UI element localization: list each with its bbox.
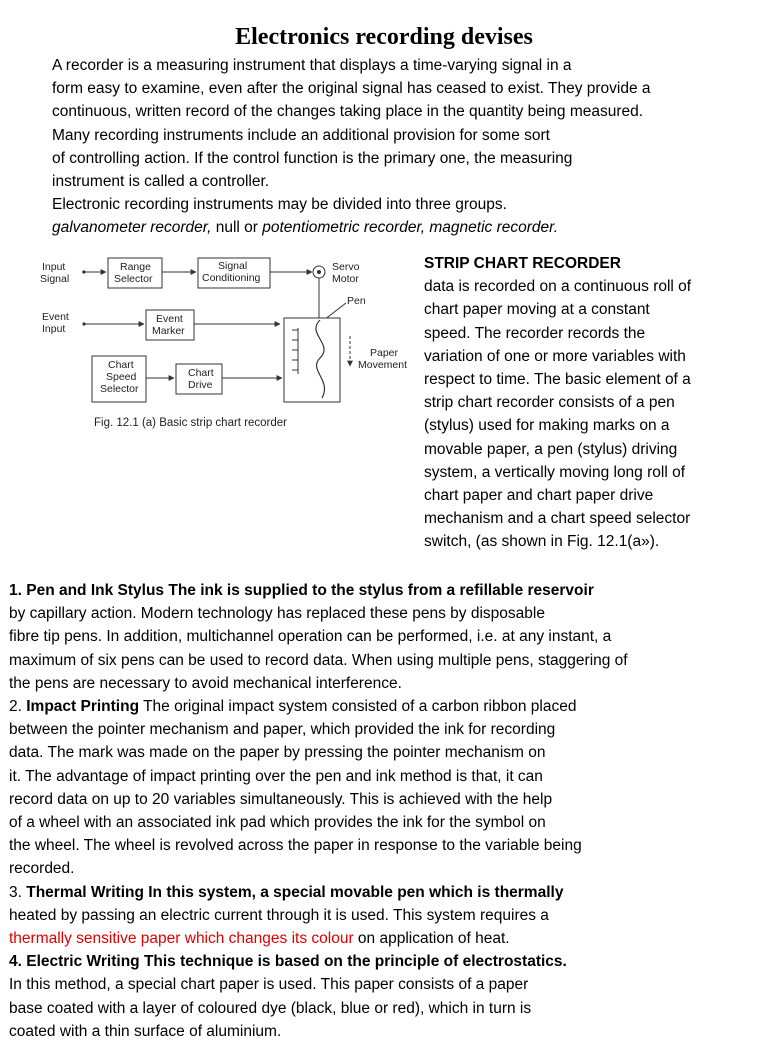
intro-line: continuous, written record of the changes taking place in the quantity being measured.: [52, 103, 644, 121]
impact-heading-line: [9, 695, 761, 718]
event-input-label: Event: [42, 311, 69, 323]
strip-chart-line: chart paper moving at a constant: [424, 301, 650, 319]
intro-line: Many recording instruments include an additional provision for some sort: [52, 126, 550, 144]
thermal-line: heated by passing an electric current through it is used. This system requires a: [9, 906, 549, 924]
recording-methods: [9, 579, 761, 1043]
thermal-heading-line: [9, 881, 761, 904]
strip-chart-line: switch, (as shown in Fig. 12.1(a»).: [424, 533, 660, 551]
electric-line: In this method, a special chart paper is used. This paper consists of a paper: [9, 976, 529, 994]
range-selector-label: Range: [120, 261, 151, 273]
pen-ink-line: by capillary action. Modern technology has replaced these pens by disposable: [9, 605, 545, 623]
strip-chart-line: (stylus) used for making marks on a: [424, 417, 670, 435]
strip-chart-line: variation of one or more variables with: [424, 347, 686, 365]
strip-chart-line: strip chart recorder consists of a pen: [424, 394, 675, 412]
impact-printing-title: Impact Printing: [26, 698, 140, 716]
chart-drive-label: Drive: [188, 379, 213, 391]
input-signal-label: Input: [42, 261, 66, 273]
electric-line: base coated with a layer of coloured dye (black, blue or red), which in turn is: [9, 999, 532, 1017]
chart-speed-selector-label: Speed: [106, 371, 137, 383]
chart-speed-selector-label: Chart: [108, 359, 134, 371]
impact-line: of a wheel with an associated ink pad which provides the ink for the symbol on: [9, 814, 546, 832]
null-or-text: null or: [211, 219, 263, 237]
figure-caption: Fig. 12.1 (a) Basic strip chart recorder: [94, 417, 288, 429]
input-signal-label: Signal: [40, 273, 70, 285]
electric-line: coated with a thin surface of aluminium.: [9, 1022, 282, 1040]
impact-line: record data on up to 20 variables simultaneously. This is achieved with the help: [9, 790, 553, 808]
thermal-paper-highlight: thermally sensitive paper which changes its colour: [9, 930, 354, 948]
event-input-label: Input: [42, 323, 66, 335]
intro-line: of controlling action. If the control function is the primary one, the measuring: [52, 149, 573, 167]
potentiometric-magnetic-text: potentiometric recorder, magnetic recorder.: [262, 219, 559, 237]
pen-ink-line: maximum of six pens can be used to record data. When using multiple pens, staggering of: [9, 651, 628, 669]
strip-chart-line: data is recorded on a continuous roll of: [424, 278, 692, 296]
pen-ink-heading: 1. Pen and Ink Stylus The ink is supplied to the stylus from a refillable reservoir: [9, 582, 594, 599]
impact-first-text: The original impact system consisted of a carbon ribbon placed: [139, 698, 577, 716]
strip-chart-line: respect to time. The basic element of a: [424, 371, 691, 389]
impact-line: the wheel. The wheel is revolved across the paper in response to the variable being: [9, 837, 582, 855]
strip-chart-diagram: [36, 248, 416, 438]
signal-conditioning-label: Signal: [218, 260, 248, 272]
intro-paragraph: [52, 54, 752, 240]
thermal-line-highlight: [9, 927, 761, 950]
electric-heading: 4. Electric Writing This technique is based on the principle of electrostatics.: [9, 953, 567, 971]
intro-line: A recorder is a measuring instrument that displays a time-varying signal in a: [52, 57, 572, 74]
pen-ink-line: fibre tip pens. In addition, multichannel operation can be performed, i.e. at any instant, a: [9, 628, 612, 646]
galvanometer-recorder-text: galvanometer recorder,: [52, 219, 212, 237]
impact-line: data. The mark was made on the paper by pressing the pointer mechanism on: [9, 744, 546, 762]
strip-chart-line: speed. The recorder records the: [424, 324, 646, 342]
intro-line: form easy to examine, even after the original signal has ceased to exist. They provide a: [52, 80, 651, 98]
strip-chart-line: system, a vertically moving long roll of: [424, 463, 686, 481]
page-title: Electronics recording devises: [235, 24, 533, 50]
strip-chart-line: movable paper, a pen (stylus) driving: [424, 440, 678, 458]
thermal-writing-title: Thermal Writing In this system, a special movable pen which is thermally: [26, 883, 564, 901]
chart-drive-label: Chart: [188, 367, 214, 379]
event-marker-label: Marker: [152, 325, 185, 337]
intro-line: instrument is called a controller.: [52, 173, 270, 191]
event-marker-label: Event: [156, 313, 183, 325]
signal-conditioning-label: Conditioning: [202, 272, 261, 284]
impact-line: between the pointer mechanism and paper, which provided the ink for recording: [9, 721, 556, 739]
strip-chart-line: mechanism and a chart speed selector: [424, 510, 691, 528]
strip-chart-line: chart paper and chart paper drive: [424, 487, 654, 505]
thermal-line-rest: on application of heat.: [353, 930, 510, 948]
intro-line: Electronic recording instruments may be divided into three groups.: [52, 196, 507, 214]
impact-line: recorded.: [9, 860, 75, 878]
recorder-groups-line: [52, 216, 752, 239]
paper-movement-label: Movement: [358, 359, 408, 371]
paper-movement-label: Paper: [370, 347, 399, 359]
impact-number: 2.: [9, 698, 27, 716]
range-selector-label: Selector: [114, 273, 153, 285]
pen-label: Pen: [347, 295, 366, 307]
strip-chart-description: [424, 252, 759, 554]
servo-motor-label: Servo: [332, 261, 360, 273]
impact-line: it. The advantage of impact printing over the pen and ink method is that, it can: [9, 767, 543, 785]
input-dot: [82, 270, 85, 273]
servo-motor-hub: [317, 270, 321, 274]
chart-speed-selector-label: Selector: [100, 383, 139, 395]
pen-leader: [324, 303, 346, 320]
pen-ink-line: the pens are necessary to avoid mechanical interference.: [9, 674, 402, 692]
strip-chart-heading: STRIP CHART RECORDER: [424, 255, 621, 272]
strip-chart-figure: [36, 248, 416, 438]
servo-motor-label: Motor: [332, 273, 359, 285]
thermal-number: 3.: [9, 883, 27, 901]
